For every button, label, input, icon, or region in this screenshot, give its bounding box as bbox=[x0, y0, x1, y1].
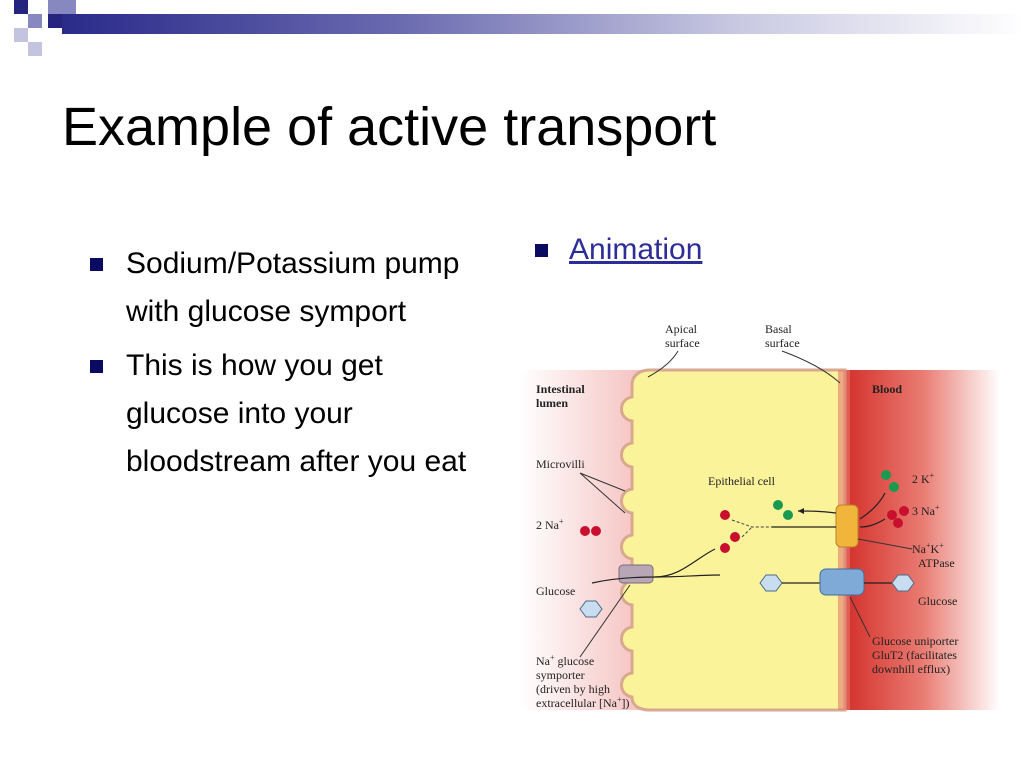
lumen-label-line2: lumen bbox=[536, 396, 569, 410]
potassium-ion bbox=[889, 482, 899, 492]
bullet-text: This is how you get glucose into your bloodstream after you eat bbox=[126, 349, 467, 478]
symporter-label-line2: symporter bbox=[536, 668, 585, 682]
sodium-ion bbox=[720, 543, 730, 553]
symporter-label-line1: Na+ glucose bbox=[536, 653, 595, 668]
apical-label-line2: surface bbox=[665, 336, 700, 350]
k-outside-label: 2 K+ bbox=[912, 471, 935, 486]
decorative-square bbox=[48, 14, 62, 28]
active-transport-diagram bbox=[520, 315, 1000, 720]
sodium-ion bbox=[591, 526, 601, 536]
microvilli-label: Microvilli bbox=[536, 457, 585, 471]
decorative-square bbox=[14, 0, 28, 14]
sodium-ion bbox=[730, 532, 740, 542]
sodium-ion bbox=[887, 510, 897, 520]
sodium-ion bbox=[720, 510, 730, 520]
left-bullet-list bbox=[90, 240, 480, 486]
decorative-square bbox=[14, 28, 28, 42]
bullet-square-icon bbox=[90, 258, 103, 271]
right-bullet-list bbox=[535, 226, 702, 274]
slide-title: Example of active transport bbox=[62, 97, 717, 157]
decorative-square bbox=[62, 0, 76, 14]
bullet-text: Sodium/Potassium pump with glucose symport bbox=[126, 247, 460, 328]
glucose-right-label: Glucose bbox=[918, 594, 958, 608]
uniporter-label-line2: GluT2 (facilitates bbox=[872, 648, 957, 662]
atpase-label-line1: Na+K+ bbox=[912, 541, 944, 556]
atpase-label-line2: ATPase bbox=[918, 556, 955, 570]
uniporter-label-line1: Glucose uniporter bbox=[872, 634, 959, 648]
decorative-square bbox=[48, 0, 62, 14]
na-left-label: 2 Na+ bbox=[536, 517, 564, 532]
bullet-square-icon bbox=[90, 360, 103, 373]
animation-link[interactable]: Animation bbox=[569, 233, 703, 266]
sodium-ion bbox=[893, 518, 903, 528]
epithelial-cell-label: Epithelial cell bbox=[708, 474, 775, 488]
glucose-uniporter-glut2 bbox=[820, 569, 864, 595]
symporter-label-line3: (driven by high bbox=[536, 682, 610, 696]
glucose-left-label: Glucose bbox=[536, 584, 576, 598]
potassium-ion bbox=[783, 510, 793, 520]
decorative-square bbox=[28, 14, 42, 28]
blood-label: Blood bbox=[872, 382, 903, 396]
potassium-ion bbox=[773, 500, 783, 510]
header-decorative-bar bbox=[62, 14, 1024, 34]
uniporter-label-line3: downhill efflux) bbox=[872, 662, 951, 676]
na-glucose-symporter bbox=[619, 565, 653, 583]
na-k-atpase-pump bbox=[836, 505, 858, 547]
sodium-ion bbox=[899, 506, 909, 516]
bullet-item bbox=[90, 240, 480, 336]
apical-label-line1: Apical bbox=[665, 322, 697, 336]
basal-label-line2: surface bbox=[765, 336, 800, 350]
sodium-ion bbox=[580, 526, 590, 536]
potassium-ion bbox=[881, 470, 891, 480]
symporter-label-line4: extracellular [Na+]) bbox=[536, 695, 630, 710]
bullet-item bbox=[90, 342, 480, 486]
decorative-square bbox=[28, 42, 42, 56]
na-outside-label: 3 Na+ bbox=[912, 503, 940, 518]
basal-label-line1: Basal bbox=[765, 322, 792, 336]
lumen-label-line1: Intestinal bbox=[536, 382, 585, 396]
bullet-item bbox=[535, 226, 702, 274]
bullet-square-icon bbox=[535, 244, 548, 257]
